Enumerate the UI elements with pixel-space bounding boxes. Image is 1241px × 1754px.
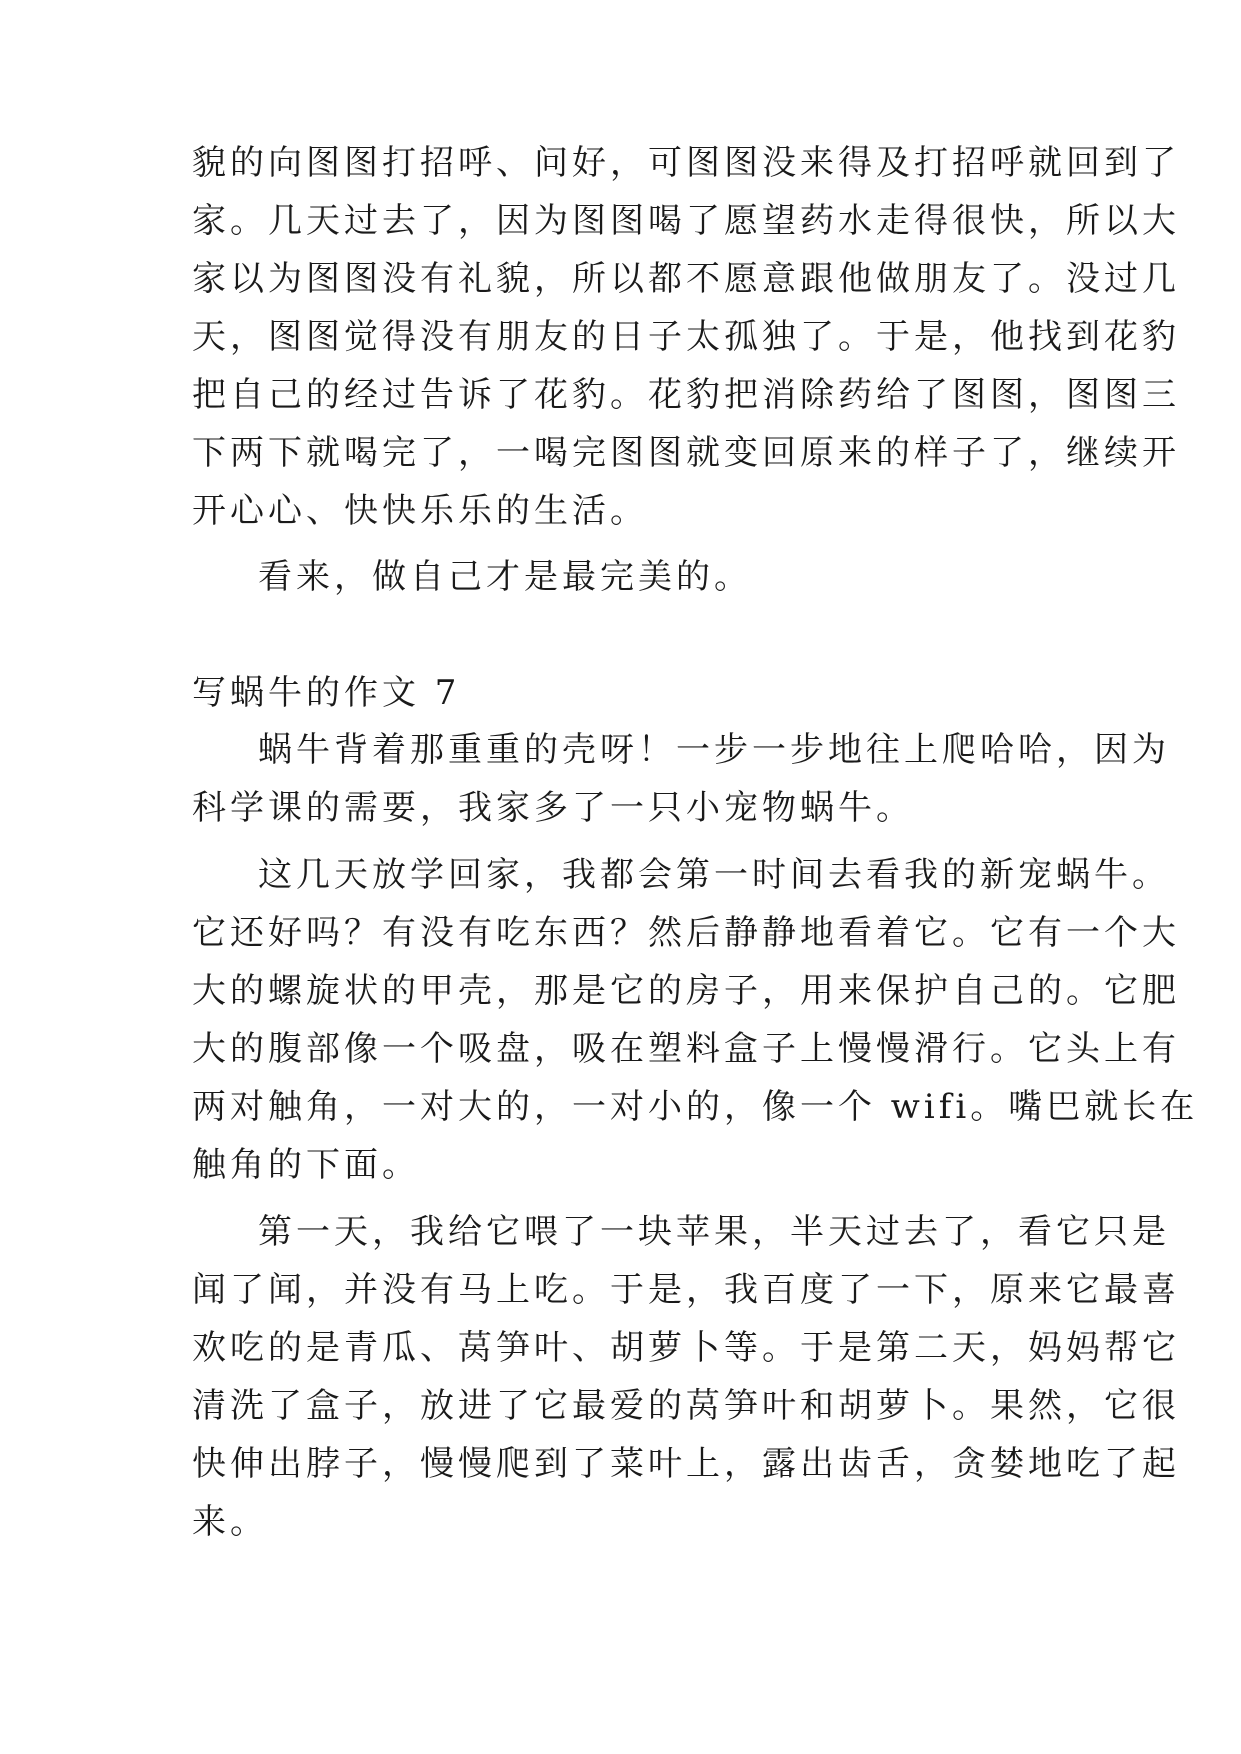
text-line: 触角的下面。	[192, 1145, 420, 1185]
paragraph-line: 蜗牛背着那重重的壳呀！一步一步地往上爬哈哈，因为	[258, 730, 1170, 770]
text-line: 清洗了盒子，放进了它最爱的莴笋叶和胡萝卜。果然，它很	[192, 1386, 1180, 1426]
section-title: 写蜗牛的作文 7	[192, 673, 461, 713]
text-line: 欢吃的是青瓜、莴笋叶、胡萝卜等。于是第二天，妈妈帮它	[192, 1328, 1180, 1368]
text-line: 貌的向图图打招呼、问好，可图图没来得及打招呼就回到了	[192, 143, 1180, 183]
text-line: 开心心、快快乐乐的生活。	[192, 491, 648, 531]
text-line: 天，图图觉得没有朋友的日子太孤独了。于是，他找到花豹	[192, 317, 1180, 357]
text-line: 科学课的需要，我家多了一只小宠物蜗牛。	[192, 788, 914, 828]
text-line: 两对触角，一对大的，一对小的，像一个 wifi。嘴巴就长在	[192, 1087, 1199, 1127]
text-line: 来。	[192, 1502, 268, 1542]
paragraph-line: 看来，做自己才是最完美的。	[258, 557, 752, 597]
text-line: 把自己的经过告诉了花豹。花豹把消除药给了图图，图图三	[192, 375, 1180, 415]
paragraph-line: 第一天，我给它喂了一块苹果，半天过去了，看它只是	[258, 1212, 1170, 1252]
text-line: 家以为图图没有礼貌，所以都不愿意跟他做朋友了。没过几	[192, 259, 1180, 299]
text-line: 家。几天过去了，因为图图喝了愿望药水走得很快，所以大	[192, 201, 1180, 241]
text-line: 大的腹部像一个吸盘，吸在塑料盒子上慢慢滑行。它头上有	[192, 1029, 1180, 1069]
text-line: 大的螺旋状的甲壳，那是它的房子，用来保护自己的。它肥	[192, 971, 1180, 1011]
text-line: 它还好吗？有没有吃东西？然后静静地看着它。它有一个大	[192, 913, 1180, 953]
text-line: 下两下就喝完了，一喝完图图就变回原来的样子了，继续开	[192, 433, 1180, 473]
text-line: 闻了闻，并没有马上吃。于是，我百度了一下，原来它最喜	[192, 1270, 1180, 1310]
text-line: 快伸出脖子，慢慢爬到了菜叶上，露出齿舌，贪婪地吃了起	[192, 1444, 1180, 1484]
paragraph-line: 这几天放学回家，我都会第一时间去看我的新宠蜗牛。	[258, 855, 1170, 895]
